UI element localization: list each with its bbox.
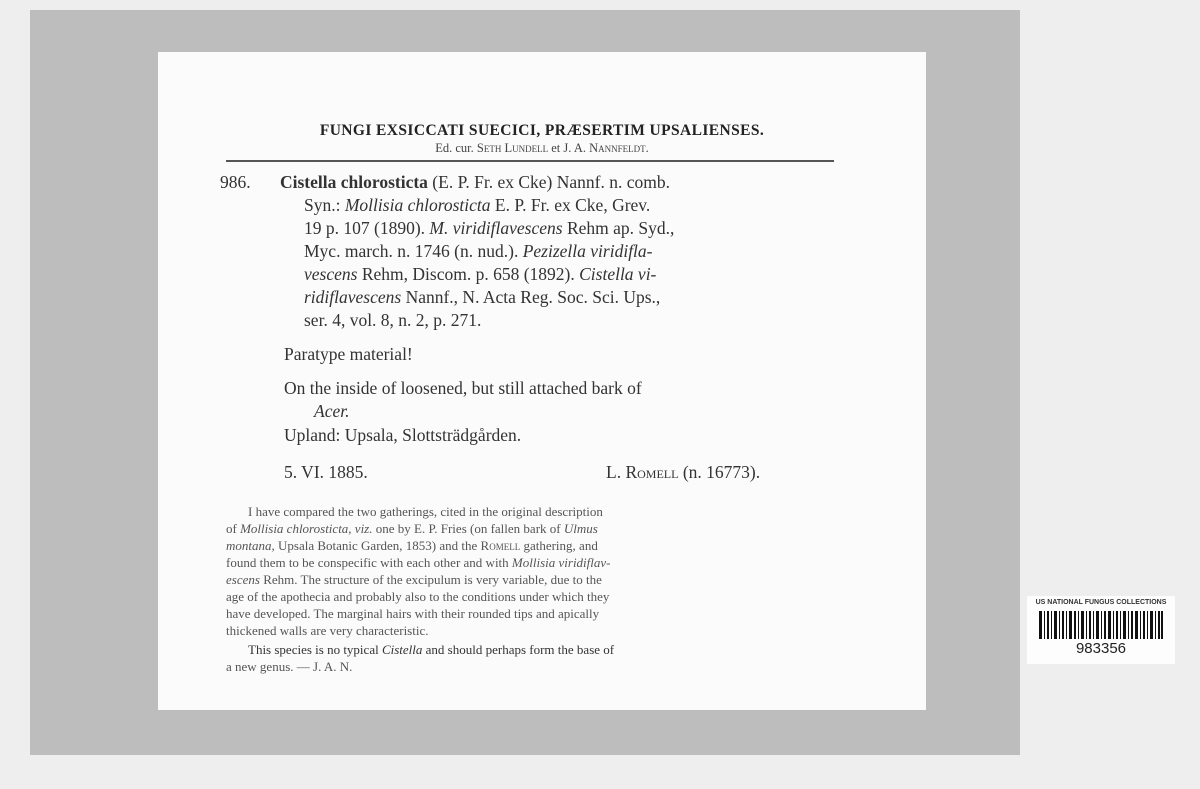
note-line-1: I have compared the two gatherings, cited in the original description (248, 504, 603, 519)
note-line-5: escens Rehm. The structure of the excipulum is very variable, due to the (226, 572, 602, 587)
specimen-label (158, 52, 926, 710)
barcode-icon (1039, 611, 1163, 639)
synonym-line-1: Syn.: Mollisia chlorosticta E. P. Fr. ex Cke, Grev. (304, 195, 651, 215)
species-authority: (E. P. Fr. ex Cke) Nannf. n. comb. (432, 172, 670, 192)
series-title: FUNGI EXSICCATI SUECICI, PRÆSERTIM UPSALIENSES. (319, 122, 765, 139)
barcode-label (1027, 596, 1175, 664)
synonym-line-3: Myc. march. n. 1746 (n. nud.). Pezizella viridifla- (304, 241, 653, 261)
collector: L. Romell (n. 16773). (606, 462, 761, 482)
species-line (280, 172, 670, 193)
note-line-4: found them to be conspecific with each other and with Mollisia viridiflav- (226, 555, 611, 570)
locality: Upland: Upsala, Slottsträdgården. (284, 425, 522, 445)
barcode-number: 983356 (1075, 640, 1127, 657)
barcode-institution: US NATIONAL FUNGUS COLLECTIONS (1035, 599, 1167, 606)
synonym-line-4: vescens Rehm, Discom. p. 658 (1892). Cistella vi- (304, 264, 657, 284)
note-line-9: This species is no typical Cistella and should perhaps form the base of (248, 642, 615, 657)
editors-line: Ed. cur. Seth Lundell et J. A. Nannfeldt. (435, 141, 649, 155)
note-line-3: montana, Upsala Botanic Garden, 1853) and the Romell gathering, and (226, 538, 598, 553)
note-line-6: age of the apothecia and probably also to the conditions under which they (226, 589, 610, 604)
note-line-2: of Mollisia chlorosticta, viz. one by E. P. Fries (on fallen bark of Ulmus (226, 521, 598, 536)
habitat-host: Acer. (314, 401, 350, 421)
exsiccata-number: 986. (220, 172, 251, 192)
collection-date: 5. VI. 1885. (284, 462, 368, 482)
species-name: Cistella chlorosticta (280, 172, 428, 192)
note-line-8: thickened walls are very characteristic. (226, 623, 429, 638)
synonym-line-2: 19 p. 107 (1890). M. viridiflavescens Rehm ap. Syd., (304, 218, 675, 238)
note-line-10: a new genus. — J. A. N. (226, 659, 353, 674)
synonym-line-6: ser. 4, vol. 8, n. 2, p. 271. (304, 310, 482, 330)
habitat-line-1: On the inside of loosened, but still attached bark of (284, 378, 642, 398)
paratype-note: Paratype material! (284, 344, 413, 364)
synonym-line-5: ridiflavescens Nannf., N. Acta Reg. Soc. Sci. Ups., (304, 287, 661, 307)
note-line-7: have developed. The marginal hairs with their rounded tips and apically (226, 606, 600, 621)
